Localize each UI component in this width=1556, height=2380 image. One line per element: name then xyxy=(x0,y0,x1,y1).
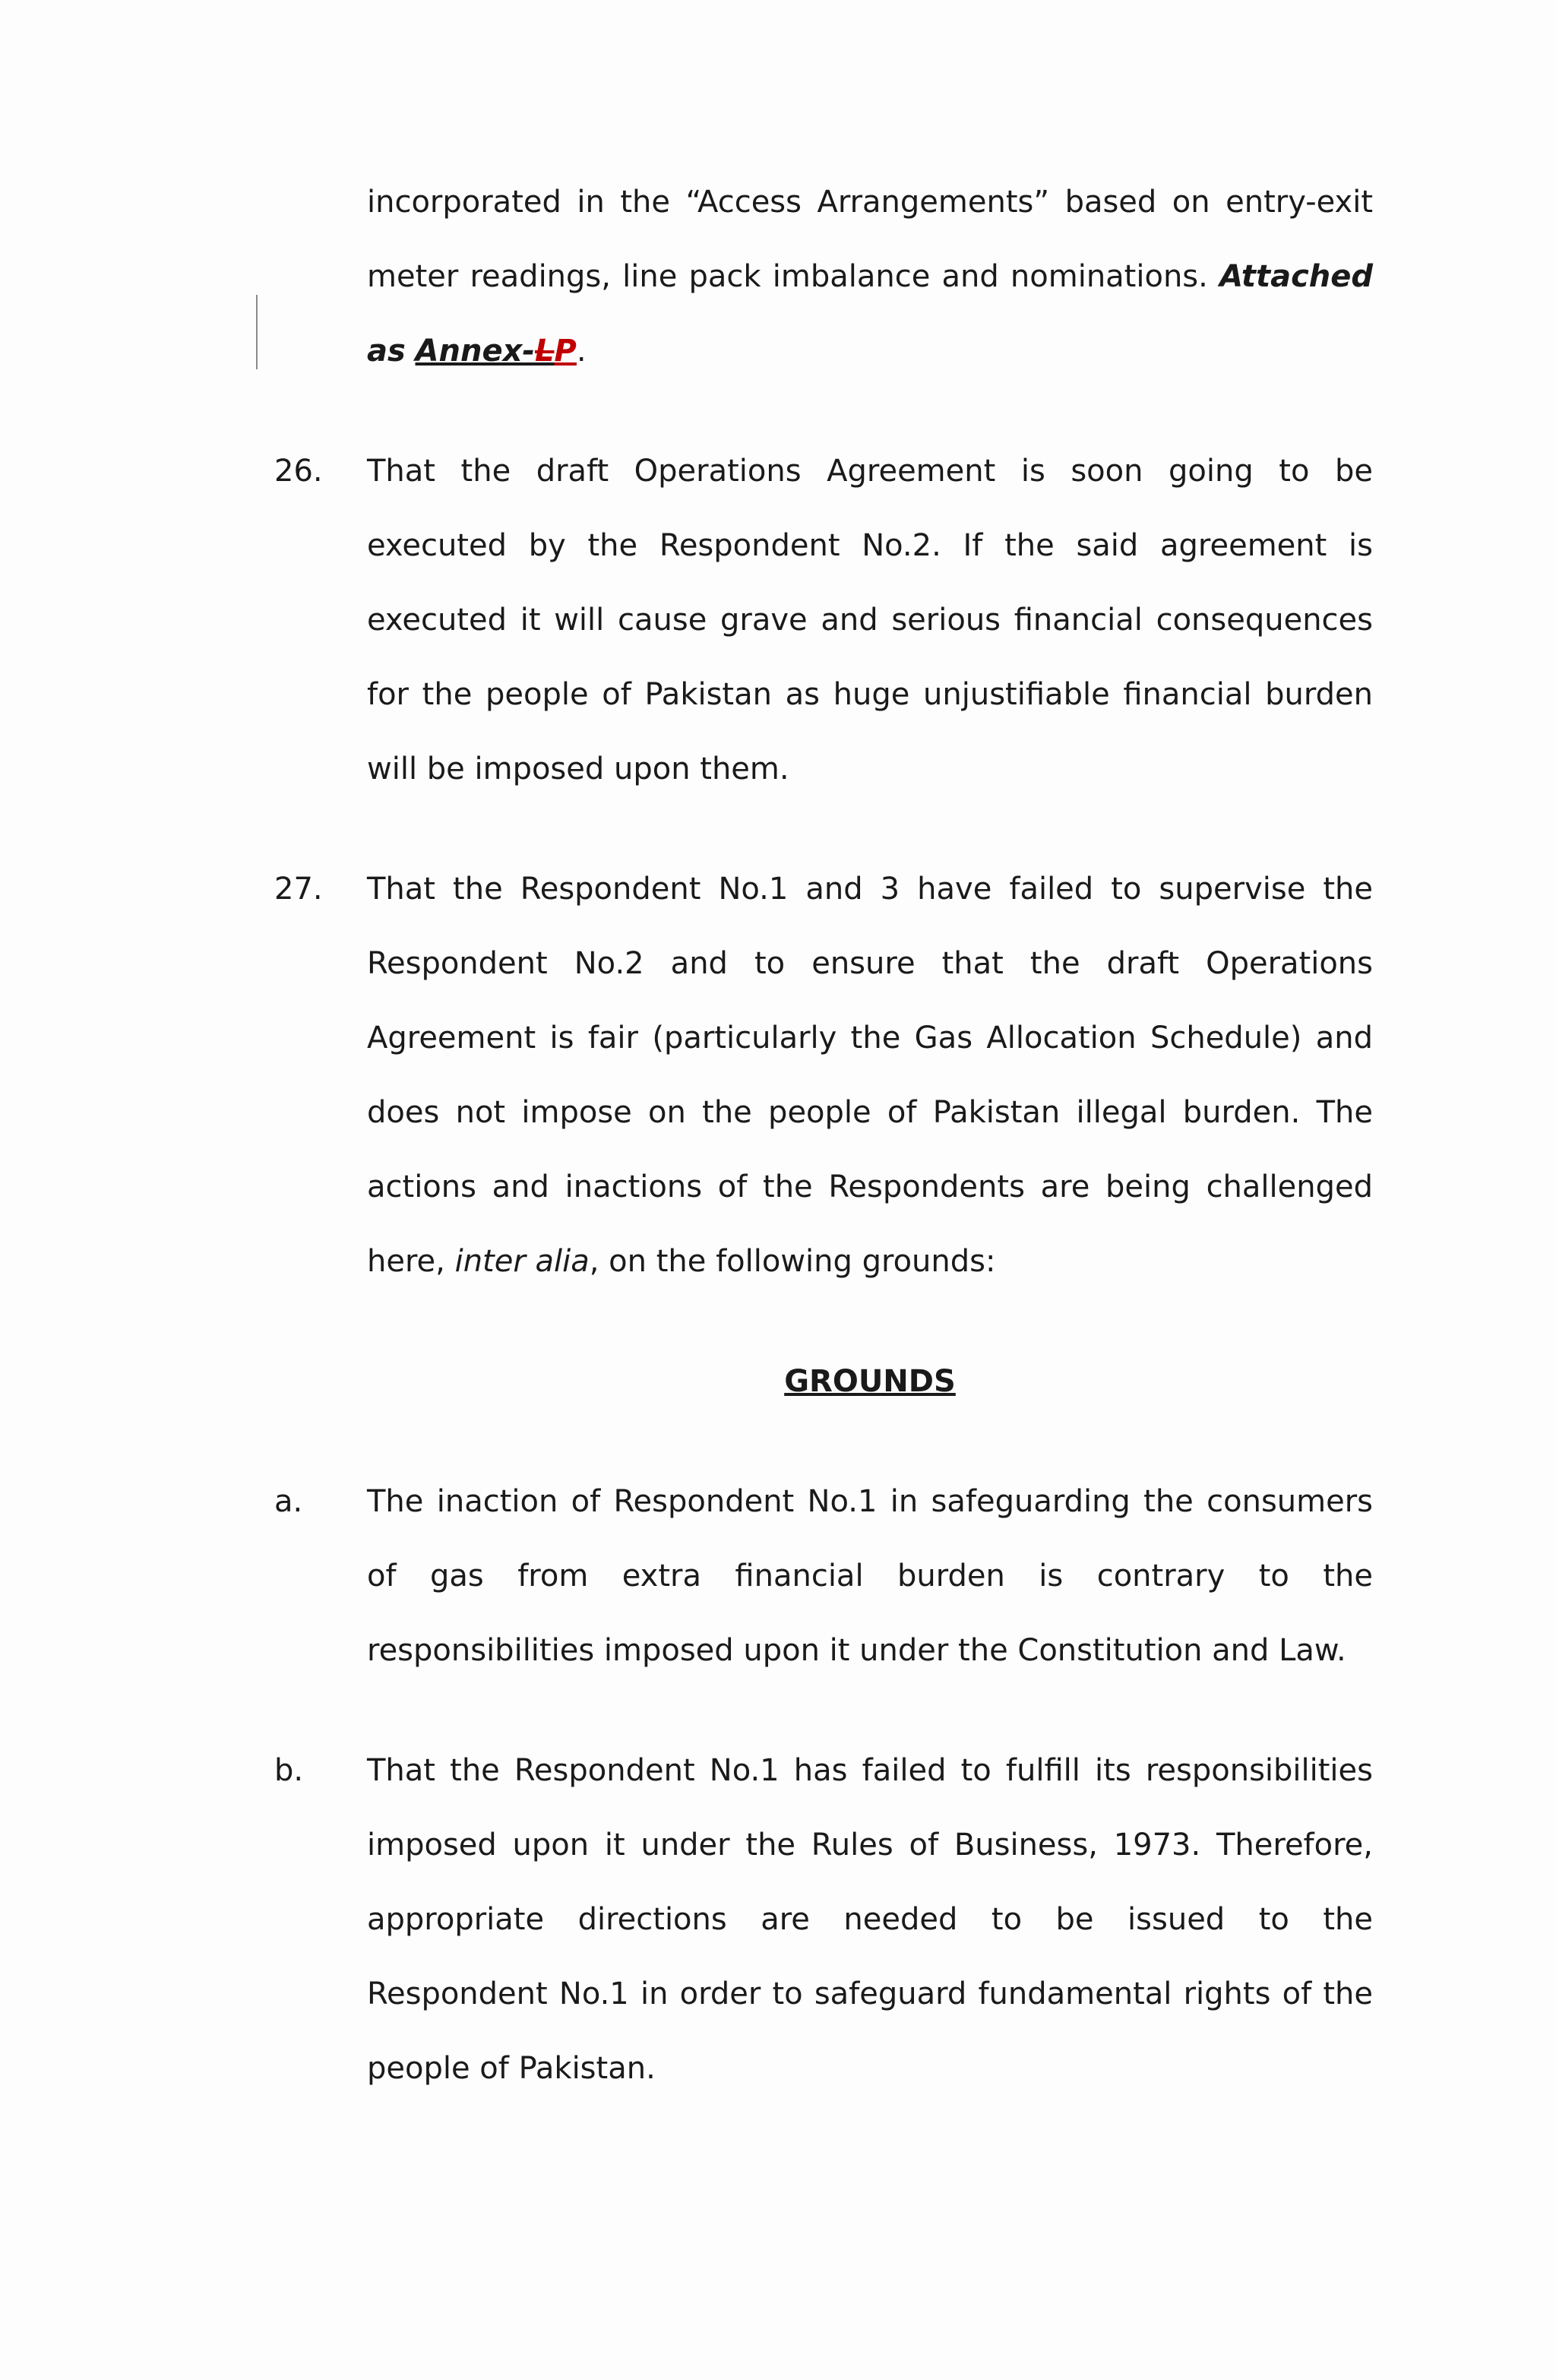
annex-inserted-letter: P xyxy=(554,334,577,369)
body-line: Agreement is fair (particularly the Gas Allocation Schedule) and xyxy=(367,1021,1373,1055)
body-line: responsibilities imposed upon it under the Constitution and Law. xyxy=(367,1633,1346,1668)
ground-letter-a: a. xyxy=(274,1484,303,1519)
body-line xyxy=(367,255,1373,298)
as-word: as xyxy=(367,334,406,369)
body-line: executed by the Respondent No.2. If the said agreement is xyxy=(367,528,1373,563)
annex-deleted-letter: L xyxy=(534,334,555,369)
annex-prefix: Annex- xyxy=(415,334,535,369)
latin-phrase: inter alia xyxy=(454,1244,590,1279)
body-line: Respondent No.1 in order to safeguard fundamental rights of the xyxy=(367,1976,1373,2011)
body-line: executed it will cause grave and serious financial consequences xyxy=(367,603,1373,638)
body-line: of gas from extra financial burden is contrary to the xyxy=(367,1559,1373,1594)
revision-change-bar xyxy=(256,295,258,369)
body-line: That the Respondent No.1 and 3 have failed to supervise the xyxy=(367,872,1373,907)
body-line: people of Pakistan. xyxy=(367,2051,656,2086)
attached-label: Attached xyxy=(1219,259,1374,294)
body-line: That the draft Operations Agreement is soon going to be xyxy=(367,454,1373,489)
annex-period: . xyxy=(576,334,587,369)
ground-letter-b: b. xyxy=(274,1753,304,1788)
body-line: for the people of Pakistan as huge unjustifiable financial burden xyxy=(367,677,1373,712)
body-line: Respondent No.2 and to ensure that the draft Operations xyxy=(367,946,1373,981)
body-text: here, xyxy=(367,1244,455,1279)
grounds-heading: GROUNDS xyxy=(784,1364,956,1399)
body-line: The inaction of Respondent No.1 in safeguarding the consumers xyxy=(367,1484,1373,1519)
body-line: does not impose on the people of Pakistan illegal burden. The xyxy=(367,1095,1373,1130)
annex-reference xyxy=(416,334,577,369)
body-line: That the Respondent No.1 has failed to fulfill its responsibilities xyxy=(367,1753,1373,1788)
body-text: meter readings, line pack imbalance and nominations. xyxy=(367,259,1208,294)
body-line xyxy=(367,1240,1373,1283)
body-line: incorporated in the “Access Arrangements” based on entry-exit xyxy=(367,185,1373,220)
body-line: appropriate directions are needed to be issued to the xyxy=(367,1902,1373,1937)
annex-reference-line xyxy=(367,330,1373,372)
paragraph-number-26: 26. xyxy=(274,454,323,489)
body-text: , on the following grounds: xyxy=(589,1244,996,1279)
body-line: actions and inactions of the Respondents are being challenged xyxy=(367,1169,1373,1204)
body-line: will be imposed upon them. xyxy=(367,752,789,786)
body-line: imposed upon it under the Rules of Business, 1973. Therefore, xyxy=(367,1828,1373,1863)
paragraph-number-27: 27. xyxy=(274,872,323,907)
